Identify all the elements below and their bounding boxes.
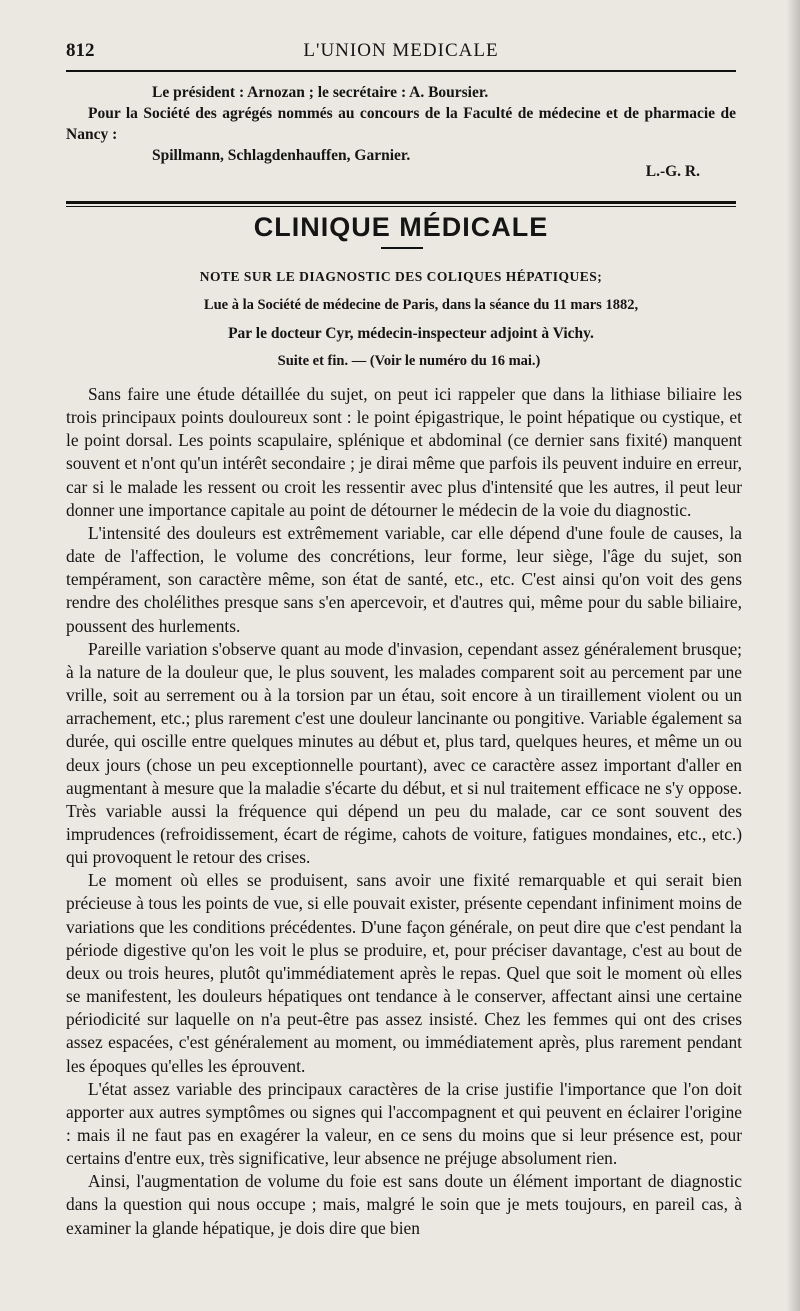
paragraph: Le moment où elles se produisent, sans avoir une fixité remarquable et qui serait bien précieuse à tous les points de vue, si elle pouvait exister, présente cependant infiniment moins de variations que les conditions précédentes. D'une façon générale, on peut dire que c'est pendant la période digestive qu'on les voit le plus se produire, et, pour préciser davantage, c'est au bout de deux ou trois heures, plutôt qu'immédiatement après le repas. Quel que soit le moment où elles se manifestent, les douleurs hépatiques ont tendance à le conserver, affectant ainsi une certaine périodicité sur laquelle on n'a peut-être pas assez insisté. Chez les femmes qui ont des crises assez espacées, c'est généralement au moment, ou immédiatement après, plus rarement pendant les époques qu'elles les éprouvent.	[66, 870, 742, 1076]
paragraph: Sans faire une étude détaillée du sujet, on peut ici rappeler que dans la lithiase biliaire les trois principaux points douloureux sont : le point épigastrique, le point hépatique ou cystique, et le point dorsal. Les points scapulaire, splénique et abdominal (ce dernier sans fixité) manquent souvent et n'ont qu'un intérêt secondaire ; je dirai même que parfois ils peuvent induire en erreur, car si le malade les ressent ou croit les ressentir avec plus d'intensité que les autres, il peut leur donner une importance capitale au point de détourner le médecin de la voie du diagnostic.	[66, 384, 742, 520]
article-heading	[66, 262, 736, 376]
names-line: Spillmann, Schlagdenhauffen, Garnier.	[152, 147, 411, 164]
scan-edge-shadow	[786, 0, 800, 1311]
nancy-line: Pour la Société des agrégés nommés au concours de la Faculté de médecine et de pharmacie de Nancy :	[66, 105, 736, 143]
running-head	[66, 40, 736, 66]
section-rule-thick	[66, 201, 736, 204]
article-continuation: Suite et fin. — (Voir le numéro du 16 mai.)	[277, 353, 541, 369]
section-title: CLINIQUE MÉDICALE	[253, 212, 549, 242]
journal-title: L'UNION MEDICALE	[303, 40, 499, 61]
article-author: Par le docteur Cyr, médecin-inspecteur adjoint à Vichy.	[228, 325, 594, 342]
paragraph: L'intensité des douleurs est extrêmement variable, car elle dépend d'une foule de causes, la date de l'affection, le volume des concrétions, leur forme, leur siège, l'âge du sujet, son tempérament, son caractère même, son état de santé, etc., etc. C'est ainsi qu'on voit des gens rendre des cholélithes presque sans s'en apercevoir, et d'autres qui, même pour du sable biliaire, poussent des hurlements.	[66, 522, 742, 636]
editor-signature: L.-G. R.	[645, 163, 700, 180]
article-title: NOTE SUR LE DIAGNOSTIC DES COLIQUES HÉPATIQUES;	[199, 269, 603, 284]
section-rule-thin	[66, 206, 736, 207]
paragraph: L'état assez variable des principaux caractères de la crise justifie l'importance que l'on doit apporter aux autres symptômes ou signes qui l'accompagnent et qui peuvent en éclairer l'origine : mais il ne faut pas en exagérer la valeur, en ce sens du moins que si leur présence est, pour certains d'entre eux, très significative, leur absence ne préjuge absolument rien.	[66, 1078, 742, 1169]
president-line: Le président : Arnozan ; le secrétaire : A. Boursier.	[152, 84, 489, 101]
paragraph: Pareille variation s'observe quant au mode d'invasion, cependant assez généralement brusque; à la nature de la douleur que, le plus souvent, les malades comparent soit au percement par une vrille, soit au serrement ou à la torsion par un étau, soit encore à un tiraillement violent ou un arrachement, etc.; plus rarement c'est une douleur lancinante ou pongitive. Variable également sa durée, qui oscille entre quelques minutes au début et, plus tard, quelques heures, et même un ou deux jours (chose un peu exceptionnelle pourtant), avec ce caractère assez important d'aller en augmentant à mesure que la maladie s'écarte du début, et si nul traitement efficace ne s'y oppose. Très variable aussi la fréquence qui dépend un peu du malade, car ce sont souvent des imprudences (refroidissement, écart de régime, cahots de voiture, fatigues mondaines, etc., etc.) qui provoquent le retour des crises.	[66, 638, 742, 868]
title-underline	[381, 247, 423, 249]
header-rule	[66, 70, 736, 72]
article-read-at: Lue à la Société de médecine de Paris, dans la séance du 11 mars 1882,	[203, 297, 639, 313]
page-number: 812	[66, 40, 95, 61]
meeting-notice	[66, 82, 736, 182]
article-body	[66, 383, 742, 1240]
paragraph: Ainsi, l'augmentation de volume du foie est sans doute un élément important de diagnostic dans la question qui nous occupe ; mais, malgré le soin que je mets toujours, en pareil cas, à examiner la glande hépatique, je dois dire que bien	[66, 1171, 742, 1238]
